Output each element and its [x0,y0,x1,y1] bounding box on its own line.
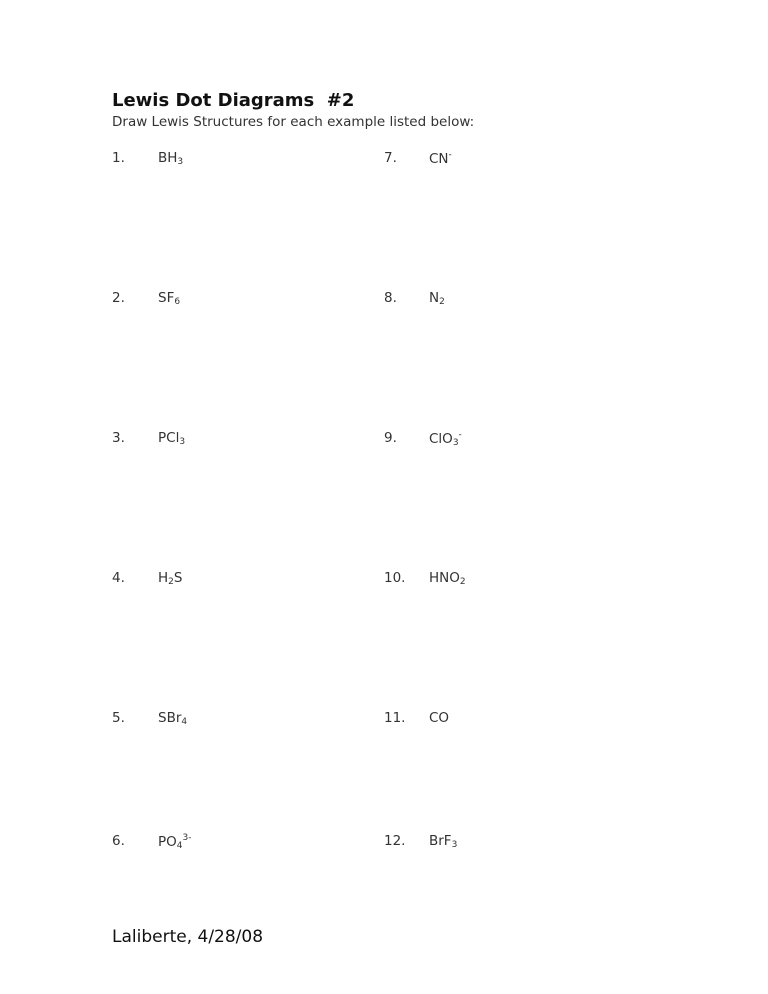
chemical-formula [158,290,180,307]
formula-base: N [429,290,440,306]
problem-number: 9. [384,430,397,446]
formula-subscript: 4 [181,717,188,727]
formula-subscript: 2 [459,577,466,587]
chemical-formula [429,430,462,448]
formula-base: PO [158,834,177,850]
chemical-formula [429,150,452,167]
worksheet-title: Lewis Dot Diagrams #2 [112,90,355,111]
problem-number: 10. [384,570,406,586]
problem-number: 5. [112,710,125,726]
chemical-formula [158,150,183,167]
formula-base: BrF [429,833,452,849]
problem-number: 12. [384,833,406,849]
chemical-formula [158,570,182,587]
problem-number: 7. [384,150,397,166]
formula-subscript: 3 [452,438,459,448]
formula-base: SF [158,290,175,306]
formula-subscript: 6 [174,297,181,307]
problem-number: 3. [112,430,125,446]
formula-base: CN [429,151,449,167]
problem-number: 8. [384,290,397,306]
author-date-footer: Laliberte, 4/28/08 [112,927,264,947]
formula-base: BH [158,150,178,166]
formula-base: CO [429,710,450,726]
chemical-formula [158,710,187,727]
formula-base: SBr [158,710,182,726]
worksheet-instructions: Draw Lewis Structures for each example listed below: [112,114,475,130]
formula-charge: - [458,430,462,440]
chemical-formula [429,570,466,587]
formula-subscript: 3 [177,157,184,167]
problem-number: 4. [112,570,125,586]
problem-number: 6. [112,833,125,849]
formula-base: H [158,570,169,586]
formula-base: PCl [158,430,180,446]
problem-number: 1. [112,150,125,166]
chemical-formula [429,290,445,307]
formula-charge: 3- [182,833,192,843]
formula-subscript: 3 [179,437,186,447]
formula-subscript: 2 [168,577,174,587]
formula-subscript: 2 [439,297,445,307]
problem-number: 2. [112,290,125,306]
formula-subscript: 4 [176,841,183,851]
chemical-formula [429,710,449,726]
chemical-formula [158,833,192,851]
problem-number: 11. [384,710,406,726]
formula-base: HNO [429,570,460,586]
formula-subscript: 3 [451,840,458,850]
formula-tail: S [173,570,183,586]
chemical-formula [429,833,457,850]
chemical-formula [158,430,185,447]
formula-base: ClO [429,431,453,447]
formula-charge: - [448,150,452,160]
